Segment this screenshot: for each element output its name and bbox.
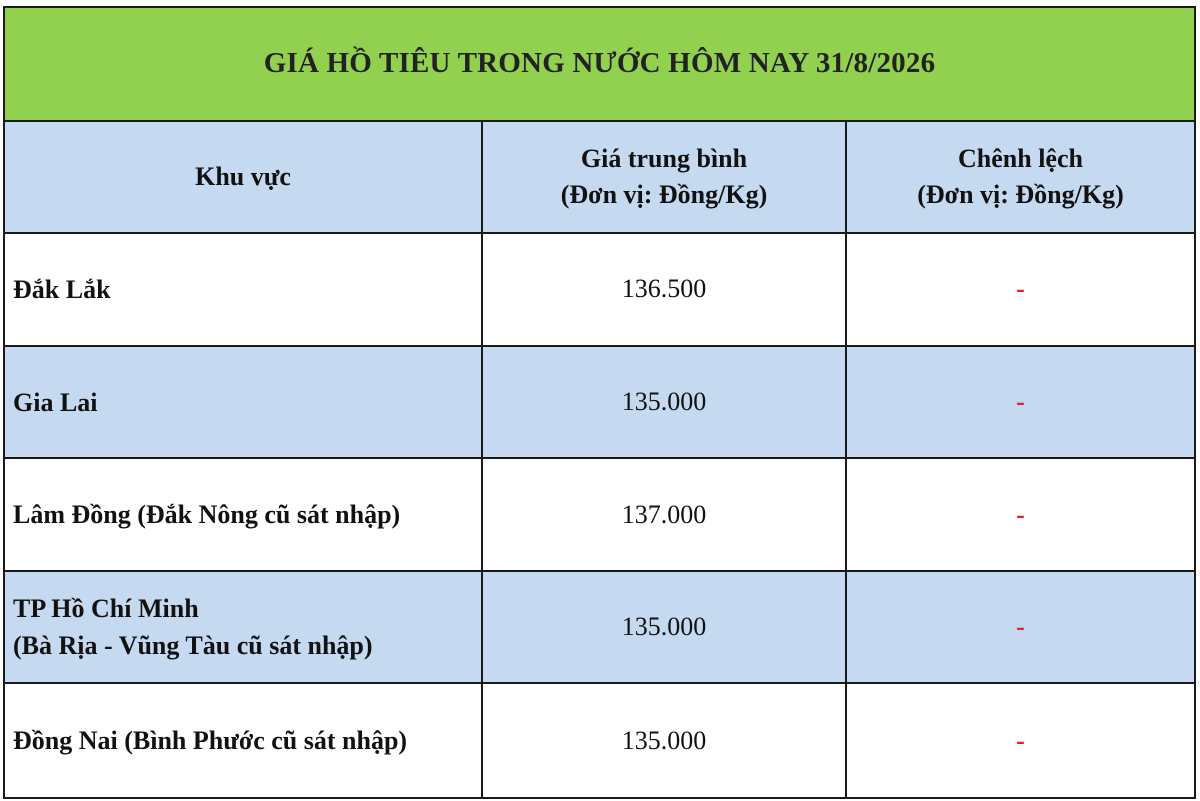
diff-cell [847, 234, 1194, 345]
header-price-label: Giá trung bình [580, 143, 748, 173]
diff-value: - [1016, 274, 1025, 304]
price-value: 135.000 [621, 725, 707, 755]
header-region-label: Khu vực [195, 161, 291, 191]
region-name: Lâm Đồng (Đắk Nông cũ sát nhập) [13, 500, 401, 530]
price-cell [483, 684, 847, 797]
region-cell [5, 572, 483, 683]
diff-cell [847, 684, 1194, 797]
pepper-price-table [3, 6, 1196, 799]
region-cell [5, 234, 483, 345]
region-name: Đắk Lắk [13, 274, 111, 304]
region-name: Đồng Nai (Bình Phước cũ sát nhập) [13, 726, 408, 756]
diff-value: - [1016, 725, 1025, 755]
region-name: Gia Lai [13, 387, 98, 417]
price-cell [483, 234, 847, 345]
header-price [483, 122, 847, 233]
diff-value: - [1016, 499, 1025, 529]
header-diff-unit: (Đơn vị: Đồng/Kg) [917, 179, 1124, 209]
header-diff-label: Chênh lệch [958, 143, 1083, 173]
table-header-row [5, 122, 1194, 235]
region-cell [5, 459, 483, 570]
table-row [5, 572, 1194, 685]
region-name: TP Hồ Chí Minh [13, 594, 199, 624]
table-row [5, 459, 1194, 572]
price-value: 137.000 [621, 499, 707, 529]
table-row [5, 234, 1194, 347]
price-cell [483, 459, 847, 570]
region-note: (Bà Rịa - Vũng Tàu cũ sát nhập) [13, 631, 373, 661]
region-cell [5, 347, 483, 458]
diff-cell [847, 572, 1194, 683]
table-title-row [5, 8, 1194, 122]
header-diff [847, 122, 1194, 233]
diff-cell [847, 459, 1194, 570]
price-value: 135.000 [621, 612, 707, 642]
table-row [5, 347, 1194, 460]
header-region [5, 122, 483, 233]
price-cell [483, 572, 847, 683]
diff-cell [847, 347, 1194, 458]
header-price-unit: (Đơn vị: Đồng/Kg) [560, 179, 768, 209]
region-cell [5, 684, 483, 797]
diff-value: - [1016, 612, 1025, 642]
price-cell [483, 347, 847, 458]
diff-value: - [1016, 387, 1025, 416]
table-title: GIÁ HỒ TIÊU TRONG NƯỚC HÔM NAY 31/8/2026 [263, 47, 936, 80]
table-row [5, 684, 1194, 797]
price-value: 135.000 [621, 387, 707, 416]
price-value: 136.500 [621, 274, 707, 304]
